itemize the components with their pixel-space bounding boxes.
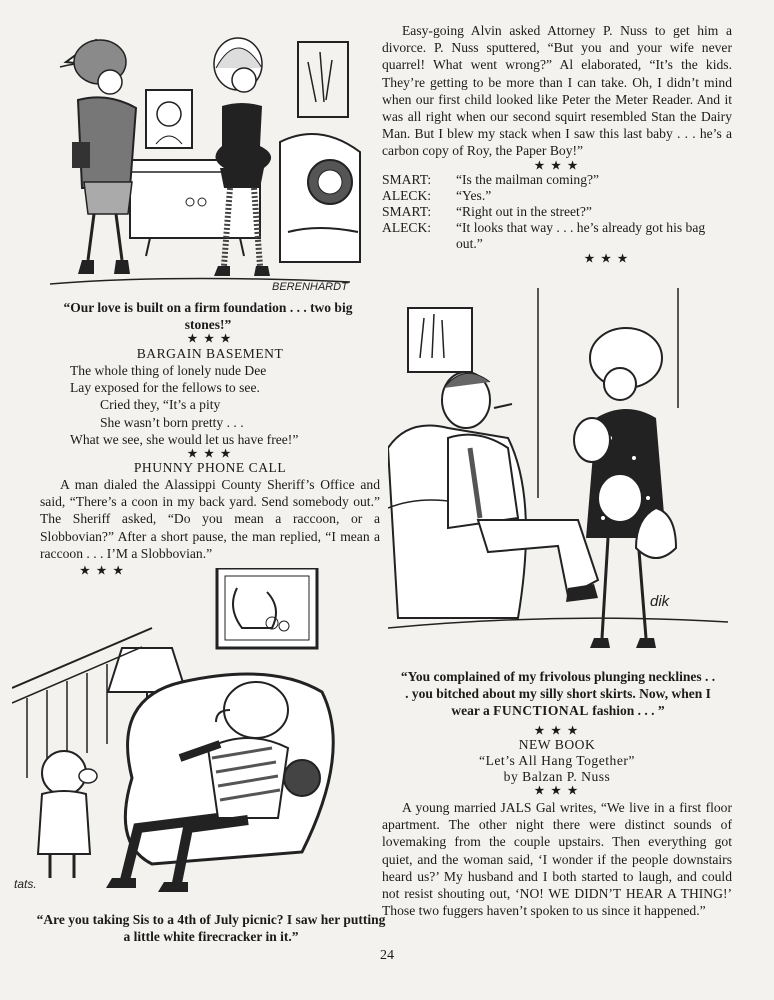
phunny-phone-call-heading: PHUNNY PHONE CALL — [133, 460, 287, 476]
section-divider-stars: ★ ★ ★ — [584, 252, 630, 265]
dialogue-speaker: SMART: — [382, 203, 432, 219]
cartoon3-caption-part1: “You complained of my frivolous plunging necklines . . . you bitched about my silly short skirts. Now, when I wear a — [400, 669, 716, 718]
poem-line: She wasn’t born pretty . . . — [100, 414, 244, 430]
poem-line: The whole thing of lonely nude Dee — [70, 363, 267, 378]
cartoon1-signature: BERENHARDT — [272, 281, 348, 293]
alvin-story-text: Easy-going Alvin asked Attorney P. Nuss to get him a divorce. P. Nuss sputtered, “But you and your wife never quarrel! What went wrong?” Al elaborated, “It’s the kids. They’re getting to be more than I can take. Oh, I didn’t mind when our first child looked like Peter the Meter Reader. And it was all right when our second squirt resembled Stan the Dairy Man. But I blew my stack when I saw this last baby . . . he’s a carbon copy of Roy, the Paper Boy!” — [382, 23, 732, 159]
cartoon1-caption: “Our love is built on a firm foundation . . . two big stones!” — [63, 300, 353, 332]
dialogue-text: “Is the mailman coming?” — [456, 171, 600, 187]
cartoon2-caption: “Are you taking Sis to a 4th of July picnic? I saw her putting a little white firecracker in it.” — [36, 912, 386, 944]
new-book-heading: NEW BOOK — [518, 737, 596, 752]
phunny-phone-call-text: A man dialed the Alassippi County Sheriff’s Office and said, “There’s a coon in my back yard. Send somebody out.” The Sheriff asked, “Do you mean a raccoon, or a Slobbovian?” After a short pause, the man replied, “I mean a raccoon . . . I’M a Slobbovian.” — [40, 477, 380, 561]
dialogue-speaker: ALECK: — [382, 219, 432, 235]
dialogue-speaker: SMART: — [382, 171, 432, 187]
poem-line: What we see, she would let us have free!” — [70, 431, 299, 447]
cartoon2-signature: tats. — [14, 877, 37, 891]
dialogue-speaker: ALECK: — [382, 187, 432, 203]
page-number: 24 — [380, 948, 394, 963]
new-book-author: by Balzan P. Nuss — [503, 769, 611, 784]
section-divider-stars: ★ ★ ★ — [80, 565, 126, 578]
bargain-basement-heading: BARGAIN BASEMENT — [136, 346, 284, 361]
smart-aleck-dialogue — [382, 172, 732, 252]
dialogue-text: “Yes.” — [456, 187, 492, 203]
dialogue-line — [382, 188, 732, 204]
section-divider-stars: ★ ★ ★ — [534, 159, 580, 172]
jals-story-text: A young married JALS Gal writes, “We live in a first floor apartment. The other night there were distinct sounds of lovemaking from the couple upstairs. Then everything got quiet, and the woman said, ‘I wonder if the people downstairs heard us?’ My husband and I both started to laugh, and could not resist shouting out, ‘NO! WE DIDN’T HEAR A THING!’ Those two fuggers haven’t spoken to us since it happened.” — [382, 800, 732, 919]
dialogue-line — [382, 220, 732, 252]
cartoon-illustration-couch — [50, 22, 365, 294]
section-divider-stars: ★ ★ ★ — [187, 333, 233, 345]
section-divider-stars: ★ ★ ★ — [534, 725, 580, 737]
section-divider-stars: ★ ★ ★ — [187, 448, 233, 461]
bargain-basement-poem — [40, 362, 380, 448]
cartoon3-caption-part2: fashion . . . ” — [588, 703, 665, 718]
cartoon3-caption-emphasis: FUNCTIONAL — [493, 703, 589, 718]
poem-line: Cried they, “It’s a pity — [100, 397, 221, 413]
dialogue-line — [382, 172, 732, 188]
poem-line: Lay exposed for the fellows to see. — [70, 380, 260, 396]
cartoon-illustration-functional-fashion — [388, 288, 738, 664]
dialogue-text: “It looks that way . . . he’s already got his bag out.” — [456, 219, 706, 251]
cartoon3-caption — [398, 668, 718, 719]
new-book-title: “Let’s All Hang Together” — [479, 753, 635, 768]
section-divider-stars: ★ ★ ★ — [534, 785, 580, 797]
dialogue-text: “Right out in the street?” — [456, 203, 592, 219]
dialogue-line — [382, 204, 732, 220]
cartoon3-signature: dik — [650, 593, 670, 610]
cartoon-illustration-armchair — [12, 568, 362, 908]
